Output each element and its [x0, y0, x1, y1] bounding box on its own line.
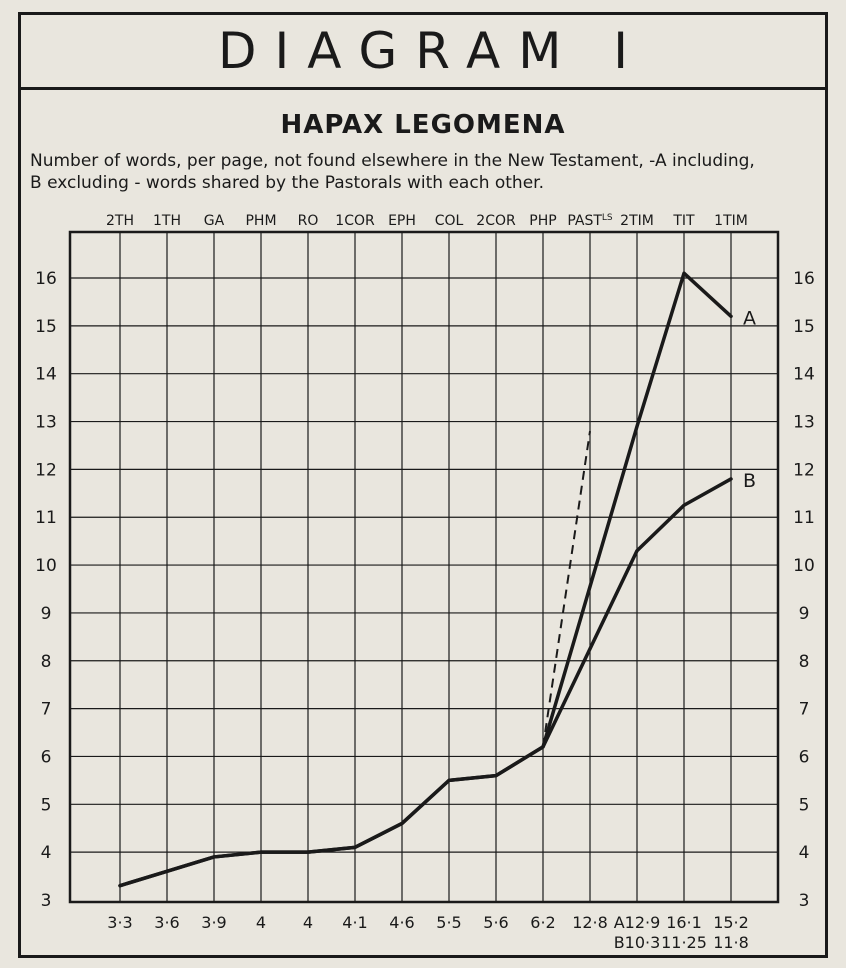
- y-tick-label-left: 3: [40, 891, 52, 911]
- category-label: RO: [297, 213, 319, 229]
- category-label: 1TIM: [714, 213, 748, 229]
- bottom-value-label: 5·6: [483, 913, 509, 932]
- bottom-value-label: 6·2: [530, 913, 556, 932]
- series-label-B: B: [743, 469, 757, 492]
- y-tick-label-right: 10: [793, 556, 815, 577]
- y-tick-label-right: 7: [798, 699, 810, 720]
- bottom-value-label: 12·8: [572, 913, 608, 932]
- bottom-value-label: 4: [302, 913, 314, 932]
- y-tick-label-left: 8: [40, 651, 52, 672]
- category-label: PHP: [529, 213, 557, 229]
- category-label: 2TH: [106, 213, 134, 229]
- y-tick-label-left: 4: [40, 843, 52, 864]
- y-tick-label-right: 8: [798, 651, 810, 672]
- series-line-B: [120, 479, 731, 886]
- y-tick-label-right: 11: [793, 508, 815, 529]
- y-tick-label-left: 11: [35, 508, 57, 529]
- y-tick-label-right: 14: [793, 364, 815, 385]
- y-tick-label-left: 14: [35, 364, 57, 385]
- category-label: $PAST^{LS}$: [567, 213, 613, 229]
- y-tick-label-right: 6: [798, 747, 810, 768]
- y-tick-label-right: 9: [798, 603, 810, 624]
- category-label: GA: [203, 213, 225, 229]
- bottom-value-label: 15·2: [713, 913, 749, 932]
- series-line-A: [120, 273, 731, 885]
- y-tick-label-right: 13: [793, 412, 815, 433]
- y-tick-label-left: 12: [35, 460, 57, 481]
- y-tick-label-right: 12: [793, 460, 815, 481]
- category-label: 2COR: [476, 213, 516, 229]
- chart-title: HAPAX LEGOMENA: [280, 110, 566, 140]
- bottom-value-label: 5·5: [436, 913, 462, 932]
- bottom-value-label: 3·3: [107, 913, 133, 932]
- category-label: 2TIM: [620, 213, 654, 229]
- category-label: COL: [434, 213, 464, 229]
- y-tick-label-left: 16: [35, 269, 57, 289]
- y-tick-label-right: 5: [798, 795, 810, 816]
- y-tick-label-right: 4: [798, 843, 810, 864]
- category-label: 1TH: [153, 213, 181, 229]
- y-tick-label-right: 16: [793, 269, 815, 289]
- y-tick-label-left: 7: [40, 699, 52, 720]
- description-line-2: B excluding - words shared by the Pastorals with each other.: [30, 173, 545, 193]
- bottom-value-label: A12·9: [613, 913, 661, 932]
- diagram-title: DIAGRAM I: [18, 12, 828, 90]
- y-tick-label-left: 13: [35, 412, 57, 433]
- y-tick-label-left: 9: [40, 603, 52, 624]
- y-tick-label-left: 15: [35, 316, 57, 337]
- y-tick-label-left: 10: [35, 556, 57, 577]
- category-label: 1COR: [335, 213, 375, 229]
- bottom-value-label: 4: [255, 913, 267, 932]
- category-label: PHM: [245, 213, 277, 229]
- bottom-value-label: 11·25: [661, 933, 707, 952]
- y-tick-label-right: 15: [793, 316, 815, 337]
- description-line-1: Number of words, per page, not found elsewhere in the New Testament, -A including,: [30, 151, 755, 171]
- bottom-value-label: 4·1: [342, 913, 368, 932]
- series-label-A: A: [743, 307, 756, 330]
- category-label: EPH: [388, 213, 416, 229]
- bottom-value-label: 16·1: [666, 913, 702, 932]
- y-tick-label-right: 3: [798, 891, 810, 911]
- bottom-value-label: 3·6: [154, 913, 180, 932]
- bottom-value-label: 3·9: [201, 913, 227, 932]
- bottom-value-label: 11·8: [713, 933, 749, 952]
- y-tick-label-left: 5: [40, 795, 52, 816]
- bottom-value-label: 4·6: [389, 913, 415, 932]
- bottom-value-label: B10·3: [613, 933, 661, 952]
- category-label: TIT: [673, 213, 695, 229]
- y-tick-label-left: 6: [40, 747, 52, 768]
